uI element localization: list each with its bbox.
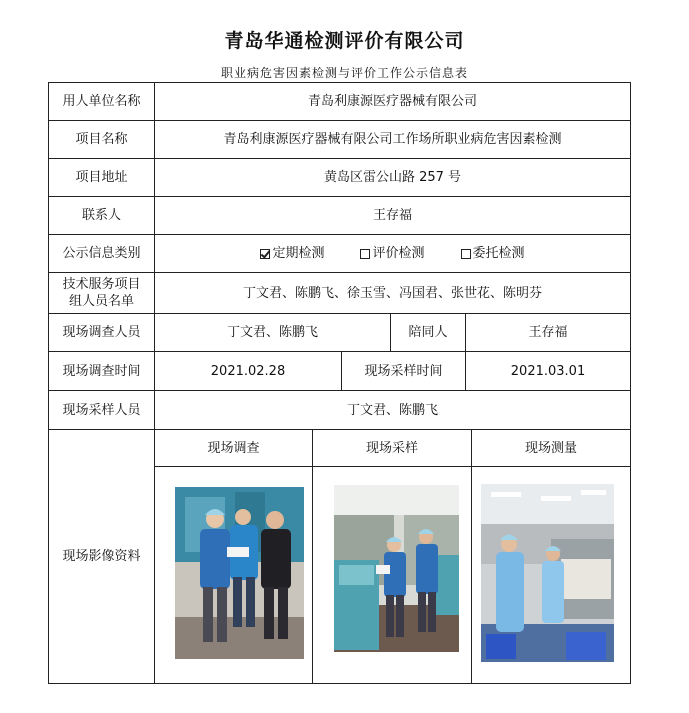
escort-value: 王存福 xyxy=(465,313,631,352)
checkbox-empty-icon xyxy=(461,249,471,259)
contact-label: 联系人 xyxy=(48,196,155,235)
survey-photo xyxy=(175,487,304,659)
images-header-measurement: 现场测量 xyxy=(471,429,631,467)
checkbox-checked-icon xyxy=(260,249,270,259)
address-value: 黄岛区雷公山路 257 号 xyxy=(154,158,631,197)
project-label: 项目名称 xyxy=(48,120,155,159)
employer-value: 青岛利康源医疗器械有限公司 xyxy=(154,82,631,121)
category-option-evaluation[interactable] xyxy=(360,245,424,262)
employer-label: 用人单位名称 xyxy=(48,82,155,121)
survey-staff-value: 丁文君、陈鹏飞 xyxy=(154,313,391,352)
option-label: 定期检测 xyxy=(272,246,325,261)
sampling-time-value: 2021.03.01 xyxy=(465,351,631,391)
project-value: 青岛利康源医疗器械有限公司工作场所职业病危害因素检测 xyxy=(154,120,631,159)
escort-label: 陪同人 xyxy=(390,313,466,352)
category-option-commissioned[interactable] xyxy=(461,245,525,262)
category-label: 公示信息类别 xyxy=(48,234,155,273)
option-label: 评价检测 xyxy=(372,246,425,261)
images-header-survey: 现场调查 xyxy=(154,429,313,467)
survey-time-label: 现场调查时间 xyxy=(48,351,155,391)
survey-staff-label: 现场调查人员 xyxy=(48,313,155,352)
document-subtitle: 职业病危害因素检测与评价工作公示信息表 xyxy=(220,66,468,80)
sampling-time-label: 现场采样时间 xyxy=(341,351,466,391)
option-label: 委托检测 xyxy=(472,246,525,261)
category-options xyxy=(154,234,631,273)
sampling-photo xyxy=(334,485,459,652)
team-value: 丁文君、陈鹏飞、徐玉雪、冯国君、张世花、陈明芬 xyxy=(154,272,631,314)
sampling-staff-value: 丁文君、陈鹏飞 xyxy=(154,390,631,430)
address-label: 项目地址 xyxy=(48,158,155,197)
sampling-staff-label: 现场采样人员 xyxy=(48,390,155,430)
team-label: 技术服务项目组人员名单 xyxy=(48,272,155,314)
images-label: 现场影像资料 xyxy=(48,429,155,684)
document-title: 青岛华通检测评价有限公司 xyxy=(224,30,465,52)
measurement-photo xyxy=(481,484,614,662)
images-header-sampling: 现场采样 xyxy=(312,429,472,467)
contact-value: 王存福 xyxy=(154,196,631,235)
checkbox-empty-icon xyxy=(360,249,370,259)
survey-time-value: 2021.02.28 xyxy=(154,351,342,391)
category-option-periodic[interactable] xyxy=(260,245,324,262)
